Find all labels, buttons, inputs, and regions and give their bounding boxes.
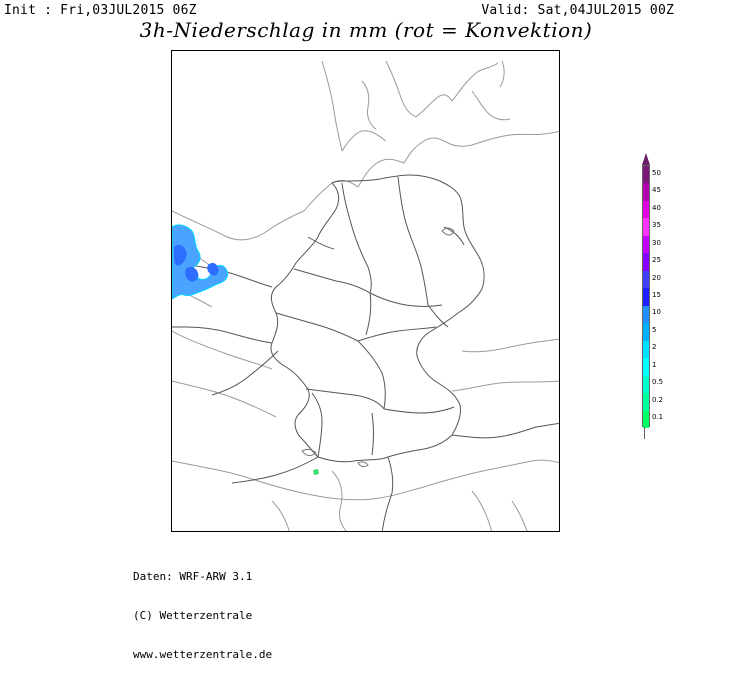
- legend-tick-label: 35: [652, 221, 661, 230]
- precip-cell-small: [313, 469, 319, 475]
- legend-tick-label: 30: [652, 238, 661, 247]
- legend-color-bar: [642, 165, 650, 427]
- legend-segment: [643, 288, 649, 306]
- legend-segment: [643, 411, 649, 429]
- precip-legend: [640, 153, 680, 443]
- lakes: [302, 228, 454, 467]
- footer-data-source: Daten: WRF-ARW 3.1: [133, 570, 253, 583]
- legend-tick-label: 1: [652, 360, 657, 369]
- legend-segment: [643, 166, 649, 184]
- precipitation-map: [171, 50, 560, 532]
- legend-tick-label: 10: [652, 308, 661, 317]
- legend-segment: [643, 306, 649, 324]
- legend-segment: [643, 236, 649, 254]
- legend-top-arrow: [642, 153, 650, 165]
- legend-segment: [643, 323, 649, 341]
- legend-tick-label: 5: [652, 325, 657, 334]
- legend-tick-label: 0.1: [652, 413, 664, 422]
- valid-label: Valid: Sat,04JUL2015 00Z: [481, 3, 674, 18]
- legend-tick-label: 45: [652, 186, 661, 195]
- legend-segment: [643, 201, 649, 219]
- precip-cell-core-3: [207, 263, 218, 276]
- legend-tick-label: 0.2: [652, 395, 664, 404]
- footer-credits: [133, 544, 272, 674]
- legend-tick-label: 0.5: [652, 378, 664, 387]
- legend-segment: [643, 393, 649, 411]
- legend-tick-label: 50: [652, 168, 661, 177]
- init-label: Init : Fri,03JUL2015 06Z: [4, 3, 197, 18]
- coastlines: [172, 61, 560, 532]
- legend-segment: [643, 253, 649, 271]
- legend-segment: [643, 341, 649, 359]
- footer-website: www.wetterzentrale.de: [133, 648, 273, 661]
- legend-tick-label: 15: [652, 291, 661, 299]
- footer-copyright: (C) Wetterzentrale: [133, 609, 253, 622]
- borders: [172, 175, 560, 532]
- legend-tick-label: 25: [652, 256, 661, 265]
- legend-segment: [643, 271, 649, 289]
- map-title: 3h-Niederschlag in mm (rot = Konvektion): [139, 18, 593, 42]
- legend-tick-label: 2: [652, 343, 657, 352]
- legend-segment: [643, 218, 649, 236]
- legend-bottom-tail: [644, 427, 647, 439]
- map-svg: [172, 51, 560, 532]
- legend-tick-label: 20: [652, 273, 661, 282]
- legend-segment: [643, 376, 649, 394]
- legend-tick-label: 40: [652, 203, 661, 212]
- legend-segment: [643, 183, 649, 201]
- legend-segment: [643, 358, 649, 376]
